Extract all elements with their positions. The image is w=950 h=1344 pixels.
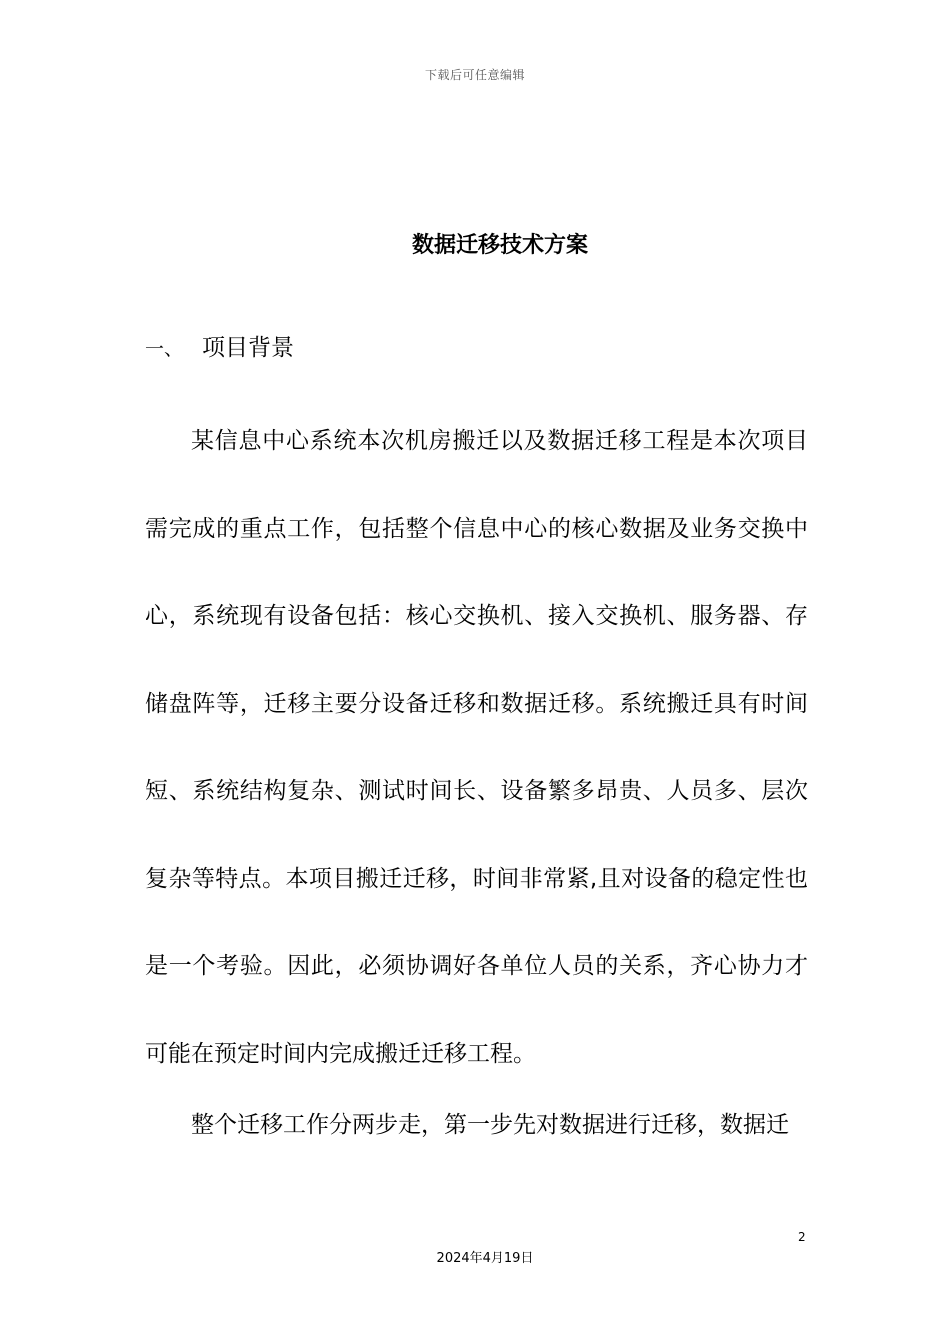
section-number: 一、 — [145, 338, 184, 360]
section-title: 项目背景 — [202, 335, 294, 361]
body-paragraph: 某信息中心系统本次机房搬迁以及数据迁移工程是本次项目需完成的重点工作，包括整个信息中心的核心数据及业务交换中心，系统现有设备包括：核心交换机、接入交换机、服务器、存储盘阵等，迁移主要分设备迁移和数据迁移。系统搬迁具有时间短、系统结构复杂、测试时间长、设备繁多昂贵、人员多、层次复杂等特点。本项目搬迁迁移，时间非常紧,且对设备的稳定性也是一个考验。因此，必须协调好各单位人员的关系，齐心协力才可能在预定时间内完成搬迁迁移工程。 — [145, 428, 808, 1067]
document-title: 数据迁移技术方案 — [411, 233, 588, 258]
page-number: 2 — [798, 1230, 806, 1244]
body-paragraph: 整个迁移工作分两步走，第一步先对数据进行迁移，数据迁 — [191, 1112, 789, 1138]
footer-date: 2024年4月19日 — [436, 1251, 534, 1266]
section-heading — [145, 329, 294, 362]
page-header-note: 下载后可任意编辑 — [424, 68, 525, 82]
